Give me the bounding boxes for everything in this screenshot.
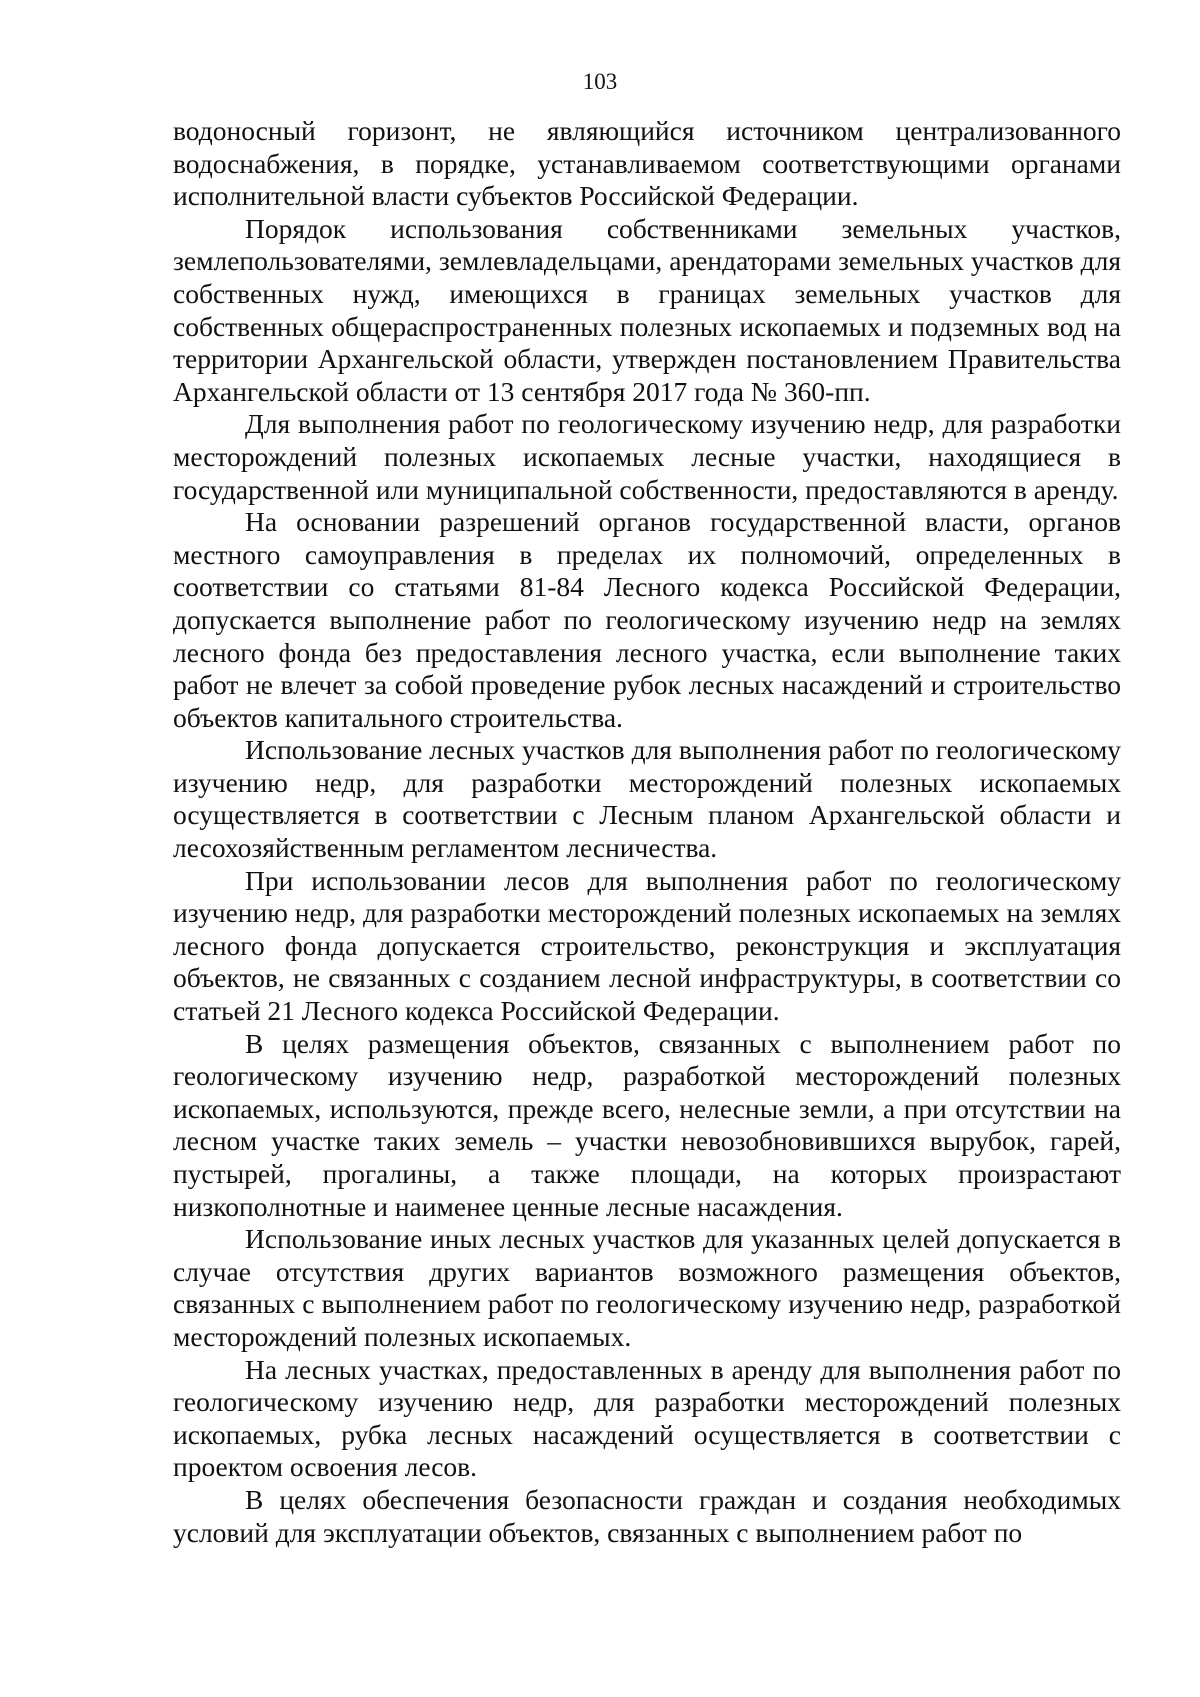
paragraph: Порядок использования собственниками земельных участков, землепользователями, землевладельцами, арендаторами земельных участков для собственных нужд, имеющихся в границах земельных участков для собственных общераспространенных полезных ископаемых и подземных вод на территории Архангельской области, утвержден постановлением Правительства Архангельской области от 13 сентября 2017 года № 360-пп. xyxy=(173,212,1121,407)
page-number: 103 xyxy=(582,69,618,94)
paragraph: При использовании лесов для выполнения работ по геологическому изучению недр, для разработки месторождений полезных ископаемых на землях лесного фонда допускается строительство, реконструкция и эксплуатация объектов, не связанных с созданием лесной инфраструктуры, в соответствии со статьей 21 Лесного кодекса Российской Федерации. xyxy=(173,864,1121,1027)
paragraph: В целях размещения объектов, связанных с выполнением работ по геологическому изучению недр, разработкой месторождений полезных ископаемых, используются, прежде всего, нелесные земли, а при отсутствии на лесном участке таких земель – участки невозобновившихся вырубок, гарей, пустырей, прогалины, а также площади, на которых произрастают низкополнотные и наименее ценные лесные насаждения. xyxy=(173,1027,1121,1222)
paragraph-continuation: водоносный горизонт, не являющийся источником централизованного водоснабжения, в порядке, устанавливаемом соответствующими органами исполнительной власти субъектов Российской Федерации. xyxy=(173,115,1121,212)
body-text xyxy=(173,115,1121,1549)
paragraph: Использование иных лесных участков для указанных целей допускается в случае отсутствия других вариантов возможного размещения объектов, связанных с выполнением работ по геологическому изучению недр, разработкой месторождений полезных ископаемых. xyxy=(173,1223,1121,1352)
paragraph: Для выполнения работ по геологическому изучению недр, для разработки месторождений полезных ископаемых лесные участки, находящиеся в государственной или муниципальной собственности, предоставляются в аренду. xyxy=(173,408,1121,505)
paragraph: На основании разрешений органов государственной власти, органов местного самоуправления в пределах их полномочий, определенных в соответствии со статьями 81-84 Лесного кодекса Российской Федерации, допускается выполнение работ по геологическому изучению недр на землях лесного фонда без предоставления лесного участка, если выполнение таких работ не влечет за собой проведение рубок лесных насаждений и строительство объектов капитального строительства. xyxy=(173,506,1121,733)
paragraph-continued-next-page: В целях обеспечения безопасности граждан и создания необходимых условий для эксплуатации объектов, связанных с выполнением работ по xyxy=(173,1483,1121,1548)
paragraph: Использование лесных участков для выполнения работ по геологическому изучению недр, для разработки месторождений полезных ископаемых осуществляется в соответствии с Лесным планом Архангельской области и лесохозяйственным регламентом лесничества. xyxy=(173,734,1121,864)
paragraph: На лесных участках, предоставленных в аренду для выполнения работ по геологическому изучению недр, для разработки месторождений полезных ископаемых, рубка лесных насаждений осуществляется в соответствии с проектом освоения лесов. xyxy=(173,1353,1121,1483)
